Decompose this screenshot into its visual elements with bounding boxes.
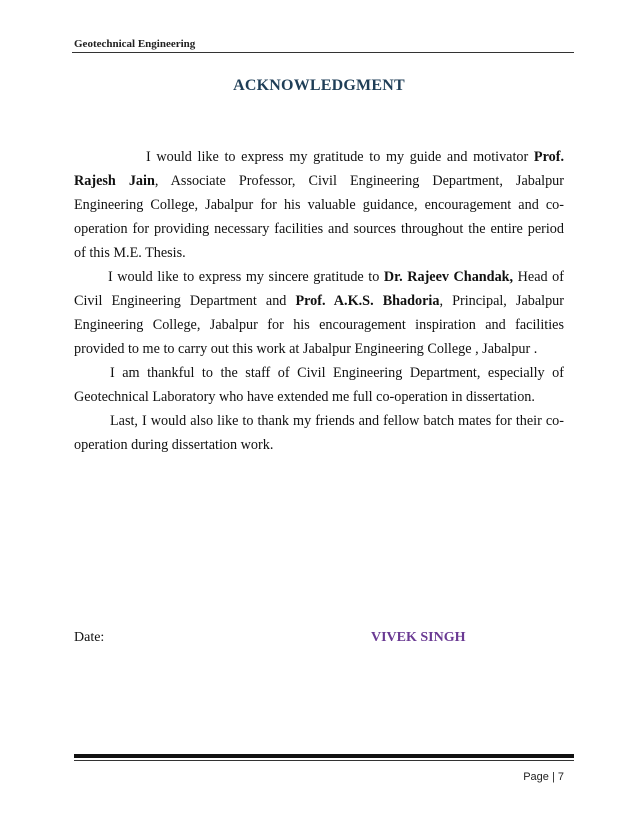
paragraph-4-text: Last, I would also like to thank my friends and fellow batch mates for their co-operation during dissertation work. xyxy=(74,413,564,453)
hod-name: Dr. Rajeev Chandak, xyxy=(383,269,514,285)
footer-divider-thin xyxy=(74,760,574,761)
guide-name: Prof. Rajesh Jain xyxy=(74,149,564,189)
running-header-title: Geotechnical Engineering xyxy=(74,38,196,50)
date-label: Date: xyxy=(74,630,105,645)
paragraph-4 xyxy=(74,409,564,457)
header-divider xyxy=(72,52,574,53)
paragraph-2-text-b: Head of Civil Engineering Department and xyxy=(74,269,564,309)
page-number: Page | 7 xyxy=(523,771,564,783)
principal-name: Prof. A.K.S. Bhadoria xyxy=(295,293,440,309)
paragraph-1-text-b: , Associate Professor, Civil Engineering Department, Jabalpur Engineering College, Jabalpur for his valuable guidance, encouragement and co-operation for providing necessary facilities and sources throughout the entire period of this M.E. Thesis. xyxy=(74,173,564,261)
page-title: ACKNOWLEDGMENT xyxy=(233,77,405,94)
paragraph-2-text-c: , Principal, Jabalpur Engineering College, Jabalpur for his encouragement inspiration and facilities provided to me to carry out this work at Jabalpur Engineering College , Jabalpur . xyxy=(74,293,564,357)
paragraph-2 xyxy=(74,265,564,361)
footer-divider-thick xyxy=(74,754,574,758)
signature-name: VIVEK SINGH xyxy=(371,630,466,645)
paragraph-2-text-a: I would like to express my sincere gratitude to xyxy=(108,269,384,285)
acknowledgment-body xyxy=(74,145,564,457)
paragraph-3-text: I am thankful to the staff of Civil Engineering Department, especially of Geotechnical Laboratory who have extended me full co-operation in dissertation. xyxy=(74,365,564,405)
paragraph-3 xyxy=(74,361,564,409)
paragraph-1-text-a: I would like to express my gratitude to my guide and motivator xyxy=(146,149,534,165)
paragraph-1 xyxy=(74,145,564,265)
